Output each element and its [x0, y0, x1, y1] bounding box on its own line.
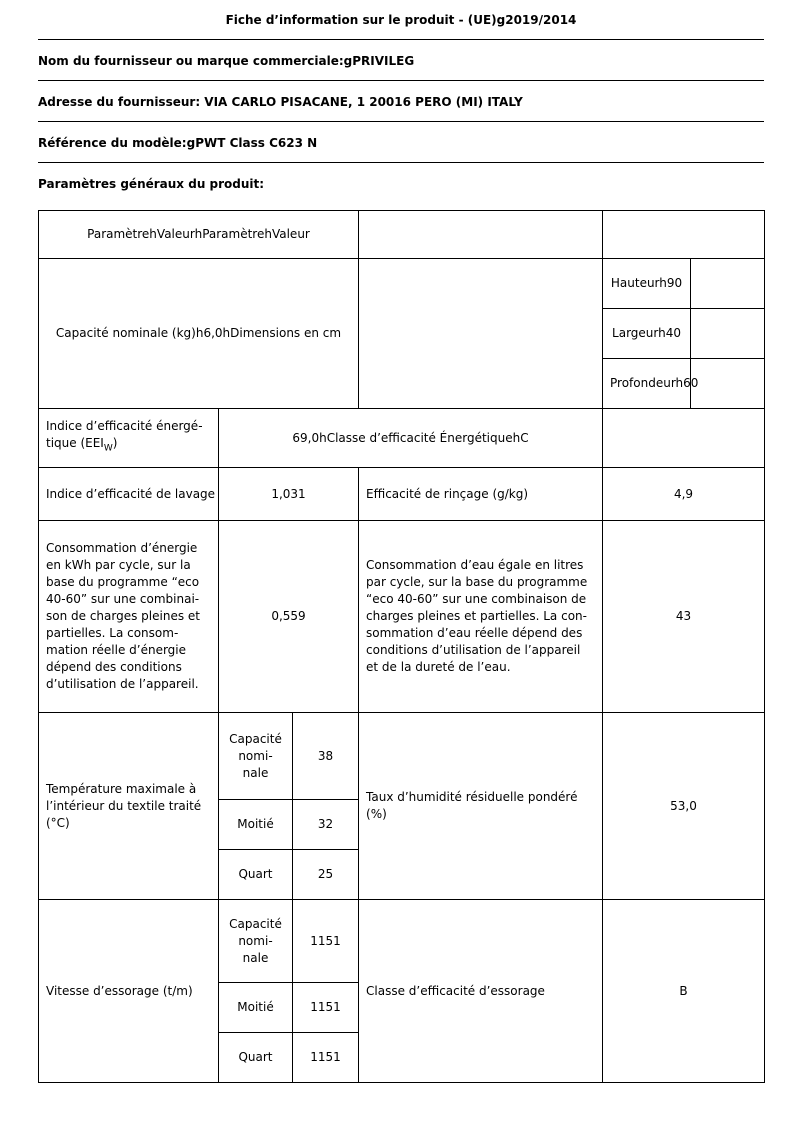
- dimension-width-value-cell: [691, 309, 765, 359]
- header-empty-cell-b: [603, 211, 765, 259]
- temperature-row: [39, 713, 765, 800]
- eei-label-close: ): [112, 436, 118, 451]
- capacity-empty-cell: [359, 259, 603, 409]
- eei-merged-value-cell: 69,0hClasse d’efficacité ÉnergétiquehC: [219, 409, 603, 468]
- spin-speed-label-cell: Vitesse d’essorage (t/m): [39, 900, 219, 1083]
- spin-half-value-cell: 1151: [293, 983, 359, 1033]
- washing-index-label-cell: Indice d’efficacité de lavage: [39, 468, 219, 521]
- capacity-merged-cell: Capacité nominale (kg)h6,0hDimensions en cm: [39, 259, 359, 409]
- temp-nominal-label-cell: [219, 713, 293, 800]
- temp-half-value-cell: 32: [293, 800, 359, 850]
- spin-nominal-label: Capacité nominale: [229, 916, 282, 965]
- eei-row: [39, 409, 765, 468]
- eei-label-text: Indice d’efficacité énergétique (EEI: [46, 419, 203, 451]
- spin-quarter-value-cell: 1151: [293, 1033, 359, 1083]
- dimension-depth-cell: Profondeurh60: [603, 359, 691, 409]
- spin-nominal-label-cell: [219, 900, 293, 983]
- temp-half-label-cell: Moitié: [219, 800, 293, 850]
- document-title: Fiche d’information sur le produit - (UE)g2019/2014: [38, 0, 764, 40]
- temp-nominal-label: Capacité nominale: [229, 731, 282, 780]
- washing-rinse-row: [39, 468, 765, 521]
- spin-class-value-cell: B: [603, 900, 765, 1083]
- eei-label-cell: [39, 409, 219, 468]
- dimension-height-value-cell: [691, 259, 765, 309]
- rinse-efficiency-value-cell: 4,9: [603, 468, 765, 521]
- spin-class-label-cell: Classe d’efficacité d’essorage: [359, 900, 603, 1083]
- rinse-efficiency-label-cell: Efficacité de rinçage (g/kg): [359, 468, 603, 521]
- dimension-depth-value-cell: [691, 359, 765, 409]
- spin-speed-row: [39, 900, 765, 983]
- spin-nominal-value-cell: 1151: [293, 900, 359, 983]
- washing-index-value-cell: 1,031: [219, 468, 359, 521]
- general-parameters-heading: Paramètres généraux du produit:: [38, 177, 265, 191]
- energy-consumption-label-cell: Consommation d’énergie en kWh par cycle, sur la base du programme “eco 40-60” sur une combinaison de charges pleines et partielles. La consommation réelle d’énergie dépend des conditions d’utilisation de l’appareil.: [39, 521, 219, 713]
- eei-label-subscript: W: [103, 443, 113, 454]
- water-consumption-label-cell: Consommation d’eau égale en litres par cycle, sur la base du programme “eco 40-60” sur une combinaison de charges pleines et partielles. La consommation d’eau réelle dépend des conditions d’utilisation de l’appareil et de la dureté de l’eau.: [359, 521, 603, 713]
- supplier-address-line: Adresse du fournisseur: VIA CARLO PISACANE, 1 20016 PERO (MI) ITALY: [38, 81, 764, 122]
- capacity-dimensions-row: [39, 259, 765, 309]
- model-reference-line: Référence du modèle:gPWT Class C623 N: [38, 122, 764, 163]
- supplier-name-line: Nom du fournisseur ou marque commerciale:gPRIVILEG: [38, 40, 764, 81]
- temp-nominal-value-cell: 38: [293, 713, 359, 800]
- energy-water-row: [39, 521, 765, 713]
- dimension-height-cell: Hauteurh90: [603, 259, 691, 309]
- spin-quarter-label-cell: Quart: [219, 1033, 293, 1083]
- spin-half-label-cell: Moitié: [219, 983, 293, 1033]
- energy-consumption-value-cell: 0,559: [219, 521, 359, 713]
- header-empty-cell-a: [359, 211, 603, 259]
- water-consumption-value-cell: 43: [603, 521, 765, 713]
- temp-quarter-value-cell: 25: [293, 850, 359, 900]
- header-merged-cell: ParamètrehValeurhParamètrehValeur: [39, 211, 359, 259]
- humidity-value-cell: 53,0: [603, 713, 765, 900]
- parameters-table: [38, 210, 765, 1083]
- humidity-label-cell: Taux d’humidité résiduelle pondéré (%): [359, 713, 603, 900]
- dimension-width-cell: Largeurh40: [603, 309, 691, 359]
- temp-quarter-label-cell: Quart: [219, 850, 293, 900]
- temperature-label-cell: Température maximale à l’intérieur du textile traité (°C): [39, 713, 219, 900]
- table-header-row: [39, 211, 765, 259]
- eei-empty-cell: [603, 409, 765, 468]
